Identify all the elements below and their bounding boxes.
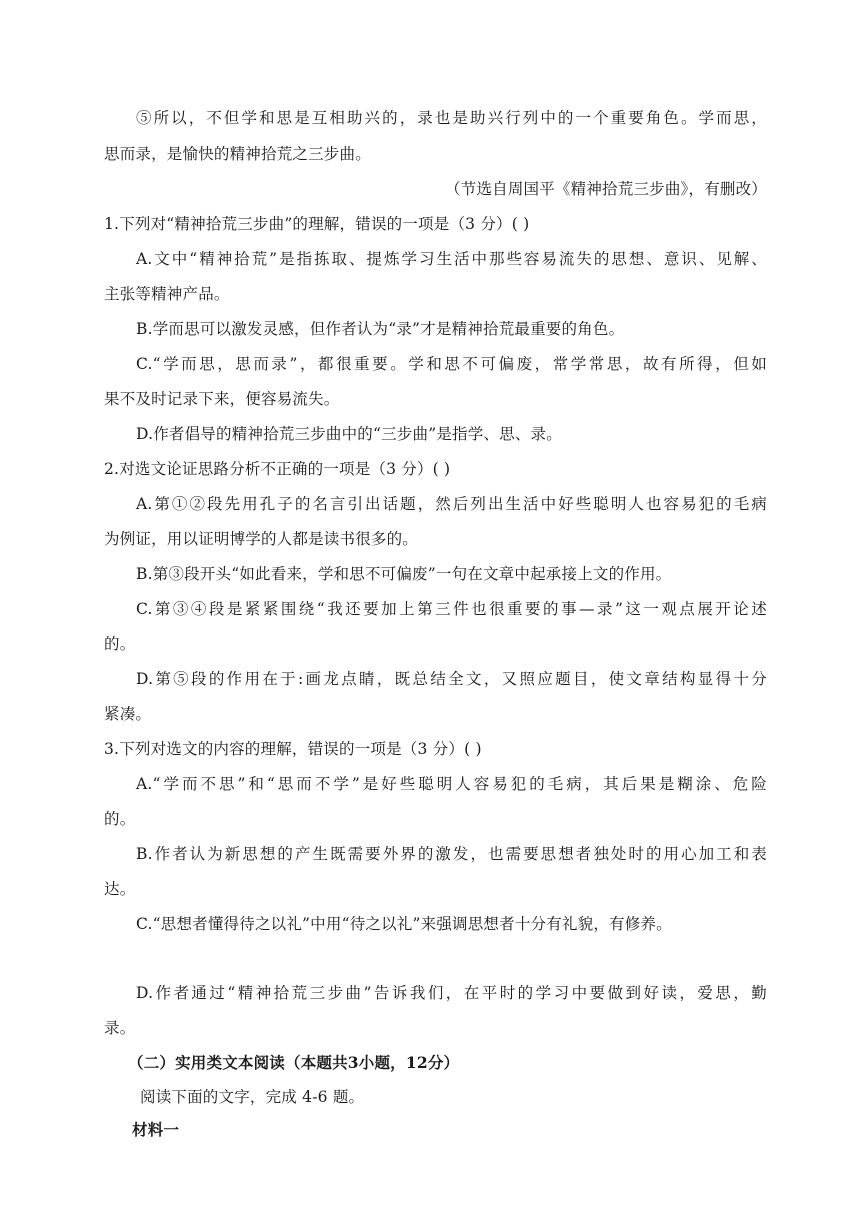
question-1-option-c-line-1: C.“学而思，思而录”，都很重要。学和思不可偏废，常学常思，故有所得，但如 — [136, 355, 767, 373]
question-1-option-d: D.作者倡导的精神拾荒三步曲中的“三步曲”是指学、思、录。 — [136, 425, 562, 443]
material-1-heading: 材料一 — [132, 1120, 180, 1139]
question-2-option-d-line-2: 紧凑。 — [104, 705, 152, 723]
question-2-option-a-line-2: 为例证，用以证明博学的人都是读书很多的。 — [104, 530, 419, 548]
question-3-option-c: C.“思想者懂得待之以礼”中用“待之以礼”来强调思想者十分有礼貌，有修养。 — [136, 915, 672, 933]
question-3-stem: 3.下列对选文的内容的理解，错误的一项是（3 分）( ) — [104, 740, 482, 758]
question-3-option-d-line-2: 录。 — [104, 1019, 136, 1037]
question-3-option-b-line-2: 达。 — [104, 880, 136, 898]
question-2-option-b: B.第③段开头“如此看来，学和思不可偏废”一句在文章中起承接上文的作用。 — [136, 565, 672, 583]
question-3-option-a-line-2: 的。 — [104, 810, 136, 828]
question-2-option-d-line-1: D.第⑤段的作用在于:画龙点睛，既总结全文，又照应题目，使文章结构显得十分 — [136, 670, 767, 688]
source-citation: （节选自周国平《精神拾荒三步曲》，有删改） — [445, 180, 767, 198]
question-3-option-d-line-1: D.作者通过“精神拾荒三步曲”告诉我们，在平时的学习中要做到好读，爱思，勤 — [136, 984, 767, 1002]
question-2-stem: 2.对选文论证思路分析不正确的一项是（3 分）( ) — [104, 460, 451, 478]
paragraph-5-line-2: 思而录，是愉快的精神拾荒之三步曲。 — [104, 145, 371, 163]
question-1-option-a-line-1: A.文中“精神拾荒”是指拣取、提炼学习生活中那些容易流失的思想、意识、见解、 — [136, 250, 767, 268]
question-2-option-a-line-1: A.第①②段先用孔子的名言引出话题，然后列出生活中好些聪明人也容易犯的毛病 — [136, 495, 767, 513]
question-1-stem: 1.下列对“精神拾荒三步曲”的理解，错误的一项是（3 分）( ) — [104, 215, 530, 233]
question-3-option-b-line-1: B.作者认为新思想的产生既需要外界的激发，也需要思想者独处时的用心加工和表 — [136, 845, 767, 863]
question-2-option-c-line-2: 的。 — [104, 635, 136, 653]
question-1-option-a-line-2: 主张等精神产品。 — [104, 285, 230, 303]
question-3-option-a-line-1: A.“学而不思”和“思而不学”是好些聪明人容易犯的毛病，其后果是糊涂、危险 — [136, 775, 767, 793]
question-2-option-c-line-1: C.第③④段是紧紧围绕“我还要加上第三件也很重要的事—录”这一观点展开论述 — [136, 600, 767, 618]
question-1-option-c-line-2: 果不及时记录下来，便容易流失。 — [104, 390, 340, 408]
section-2-instruction: 阅读下面的文字，完成 4-6 题。 — [140, 1088, 365, 1106]
paragraph-5-line-1: ⑤所以，不但学和思是互相助兴的，录也是助兴行列中的一个重要角色。学而思， — [136, 109, 767, 127]
section-2-heading: （二）实用类文本阅读（本题共3小题，12分） — [128, 1053, 460, 1072]
question-1-option-b: B.学而思可以激发灵感，但作者认为“录”才是精神拾荒最重要的角色。 — [136, 320, 625, 338]
